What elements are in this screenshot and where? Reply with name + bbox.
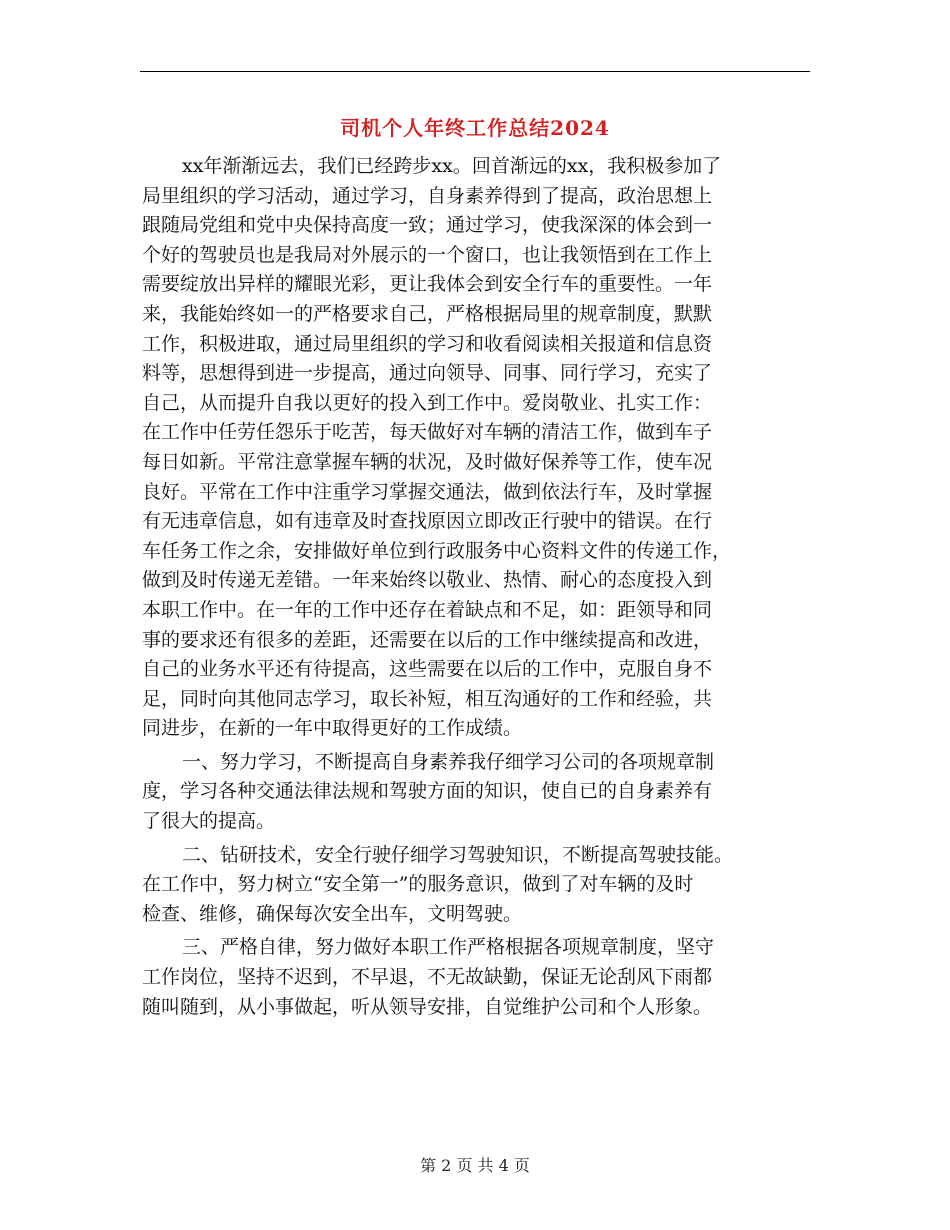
text-line: 了很大的提高。 [142, 810, 276, 833]
paragraph-intro [142, 152, 802, 744]
paragraph-section-2 [142, 841, 802, 930]
paragraph-section-1 [142, 748, 802, 837]
text-line: 局里组织的学习活动，通过学习，自身素养得到了提高，政治思想上 [142, 184, 713, 207]
text-line: 在工作中，努力树立“安全第一”的服务意识，做到了对车辆的及时 [142, 873, 694, 896]
text-line: 做到及时传递无差错。一年来始终以敬业、热情、耐心的态度投入到 [142, 569, 713, 592]
text-line: 事的要求还有很多的差距，还需要在以后的工作中继续提高和改进， [142, 628, 713, 651]
text-line: 二、钻研技术，安全行驶仔细学习驾驶知识，不断提高驾驶技能。 [182, 843, 734, 866]
page-number: 第 2 页 共 4 页 [420, 1156, 530, 1175]
text-line: 工作岗位，坚持不迟到，不早退，不无故缺勤，保证无论刮风下雨都 [142, 966, 713, 989]
text-line: 一、努力学习，不断提高自身素养我仔细学习公司的各项规章制 [182, 750, 715, 773]
text-line: 个好的驾驶员也是我局对外展示的一个窗口，也让我领悟到在工作上 [142, 243, 713, 266]
text-line: 本职工作中。在一年的工作中还存在着缺点和不足，如：距领导和同 [142, 598, 713, 621]
text-line: 度，学习各种交通法律法规和驾驶方面的知识，使自已的自身素养有 [142, 780, 713, 803]
text-line: 来，我能始终如一的严格要求自己，严格根据局里的规章制度，默默 [142, 302, 713, 325]
document-body [142, 152, 802, 1026]
text-line: 在工作中任劳任怨乐于吃苦，每天做好对车辆的清洁工作，做到车子 [142, 421, 713, 444]
text-line: 需要绽放出异样的耀眼光彩，更让我体会到安全行车的重要性。一年 [142, 273, 713, 296]
text-line: 每日如新。平常注意掌握车辆的状况，及时做好保养等工作，使车况 [142, 450, 713, 473]
text-line: 三、严格自律，努力做好本职工作严格根据各项规章制度，坚守 [182, 936, 715, 959]
text-line: 跟随局党组和党中央保持高度一致；通过学习，使我深深的体会到一 [142, 214, 713, 237]
text-line: xx年渐渐远去，我们已经跨步xx。回首渐远的xx，我积极参加了 [182, 155, 722, 177]
text-line: 随叫随到，从小事做起，听从领导安排，自觉维护公司和个人形象。 [142, 995, 713, 1018]
text-line: 料等，思想得到进一步提高，通过向领导、同事、同行学习，充实了 [142, 362, 713, 385]
header-rule [140, 71, 810, 72]
text-line: 检查、维修，确保每次安全出车，文明驾驶。 [142, 902, 523, 925]
text-line: 自己，从而提升自我以更好的投入到工作中。爱岗敬业、扎实工作： [142, 391, 713, 414]
paragraph-section-3 [142, 933, 802, 1022]
text-line: 车任务工作之余，安排做好单位到行政服务中心资料文件的传递工作， [142, 539, 732, 562]
text-line: 同进步，在新的一年中取得更好的工作成绩。 [142, 717, 523, 740]
text-line: 足，同时向其他同志学习，取长补短，相互沟通好的工作和经验，共 [142, 687, 713, 710]
text-line: 有无违章信息，如有违章及时查找原因立即改正行驶中的错误。在行 [142, 510, 713, 533]
text-line: 良好。平常在工作中注重学习掌握交通法，做到依法行车，及时掌握 [142, 480, 713, 503]
document-title: 司机个人年终工作总结2024 [340, 116, 610, 140]
text-line: 自己的业务水平还有待提高，这些需要在以后的工作中，克服自身不 [142, 658, 713, 681]
text-line: 工作，积极进取，通过局里组织的学习和收看阅读相关报道和信息资 [142, 332, 713, 355]
